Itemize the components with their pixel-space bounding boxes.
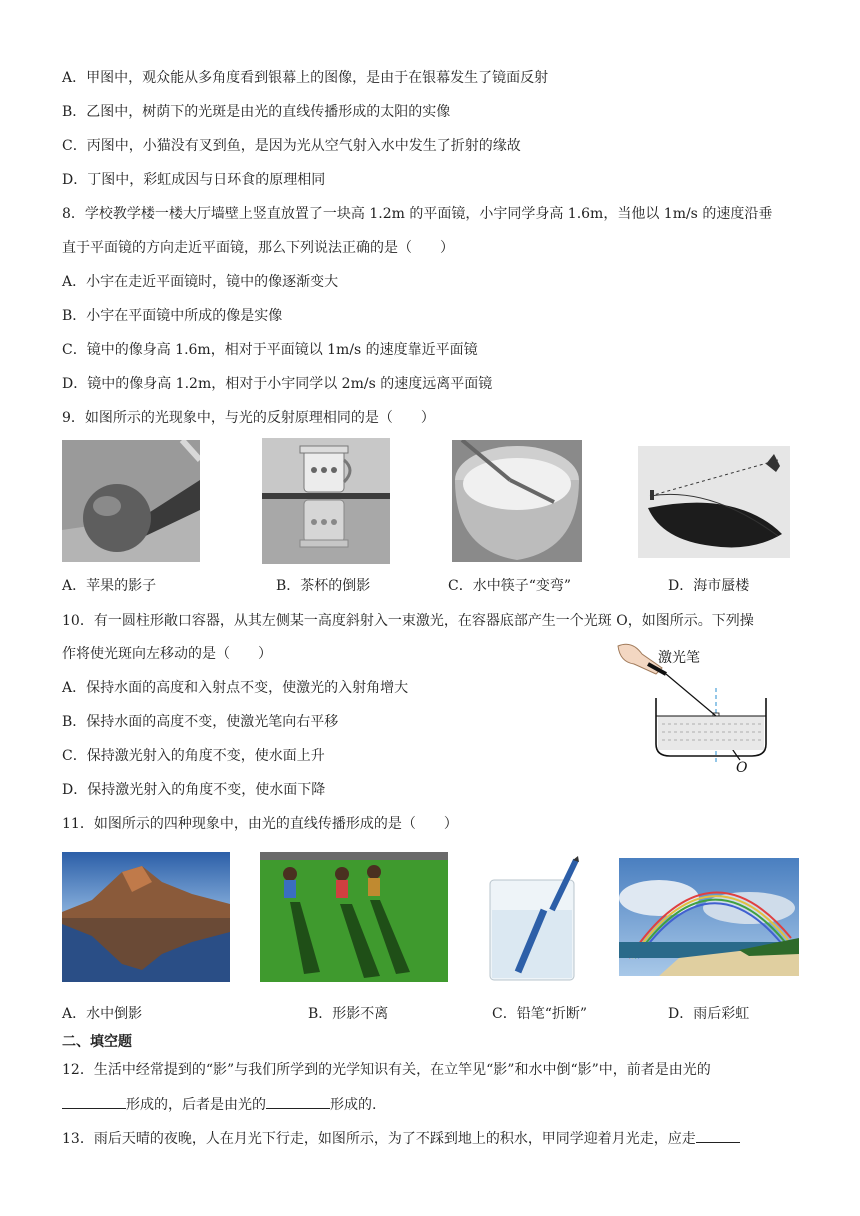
- q12-blank-2[interactable]: [266, 1094, 330, 1109]
- q8-option-d: D．镜中的像身高 1.2m，相对于小宇同学以 2m/s 的速度远离平面镜: [62, 376, 493, 392]
- q7-option-d: D．丁图中，彩虹成因与日环食的原理相同: [62, 172, 326, 188]
- q8-option-a: A．小宇在走近平面镜时，镜中的像逐渐变大: [62, 274, 339, 290]
- q8-stem-line1: 8．学校教学楼一楼大厅墙壁上竖直放置了一块高 1.2m 的平面镜，小宇同学身高 1.6m，当他以 1m/s 的速度沿垂: [62, 206, 773, 222]
- q12-part-a: 形成的，后者是由光的: [126, 1097, 266, 1113]
- section-heading-fill-in: 二、填空题: [62, 1034, 132, 1050]
- laser-pen-label: 激光笔: [658, 650, 700, 666]
- q9-caption-b: B．茶杯的倒影: [276, 578, 371, 594]
- bent-chopstick-photo: [452, 440, 582, 562]
- q9-stem: 9．如图所示的光现象中，与光的反射原理相同的是（ ）: [62, 410, 435, 426]
- q11-caption-a: A．水中倒影: [62, 1006, 143, 1022]
- mirage-drawing: [638, 446, 790, 558]
- q10-option-d: D．保持激光射入的角度不变，使水面下降: [62, 782, 326, 798]
- q13-line1: [62, 1128, 740, 1149]
- q8-option-c: C．镜中的像身高 1.6m，相对于平面镜以 1m/s 的速度靠近平面镜: [62, 342, 478, 358]
- q12-blank-1[interactable]: [62, 1094, 126, 1109]
- laser-container-diagram: [612, 640, 782, 776]
- q7-option-b: B．乙图中，树荫下的光斑是由光的直线传播形成的太阳的实像: [62, 104, 451, 120]
- q10-stem-line1: 10．有一圆柱形敞口容器，从其左侧某一高度斜射入一束激光，在容器底部产生一个光斑 O，如图所示。下列操: [62, 613, 754, 629]
- q11-stem: 11．如图所示的四种现象中，由光的直线传播形成的是（ ）: [62, 816, 458, 832]
- q13-blank-1[interactable]: [696, 1128, 740, 1143]
- q8-option-b: B．小宇在平面镜中所成的像是实像: [62, 308, 283, 324]
- rainbow-photo: [619, 858, 799, 976]
- q7-option-c: C．丙图中，小猫没有叉到鱼，是因为光从空气射入水中发生了折射的缘故: [62, 138, 521, 154]
- q8-stem-line2: 直于平面镜的方向走近平面镜，那么下列说法正确的是（ ）: [62, 240, 454, 256]
- pencil-in-glass-photo: [480, 856, 590, 986]
- children-shadow-photo: [260, 852, 448, 982]
- q9-caption-d: D．海市蜃楼: [668, 578, 750, 594]
- q10-option-c: C．保持激光射入的角度不变，使水面上升: [62, 748, 325, 764]
- q11-caption-d: D．雨后彩虹: [668, 1006, 750, 1022]
- light-spot-label: O: [736, 760, 748, 776]
- q10-option-b: B．保持水面的高度不变，使激光笔向右平移: [62, 714, 339, 730]
- q11-caption-b: B．形影不离: [308, 1006, 389, 1022]
- q7-option-a: A．甲图中，观众能从多角度看到银幕上的图像，是由于在银幕发生了镜面反射: [62, 70, 549, 86]
- q13-text: 13．雨后天晴的夜晚，人在月光下行走，如图所示，为了不踩到地上的积水，甲同学迎着月光走，应走: [62, 1131, 696, 1147]
- q10-stem-line2: 作将使光斑向左移动的是（ ）: [62, 646, 272, 662]
- q10-option-a: A．保持水面的高度和入射点不变，使激光的入射角增大: [62, 680, 409, 696]
- teacup-reflection-photo: [262, 438, 390, 564]
- q12-line1: 12．生活中经常提到的“影”与我们所学到的光学知识有关，在立竿见“影”和水中倒“影”中，前者是由光的: [62, 1062, 711, 1078]
- apple-shadow-photo: [62, 440, 200, 562]
- q11-caption-c: C．铅笔“折断”: [492, 1006, 588, 1022]
- q12-part-b: 形成的.: [330, 1097, 377, 1113]
- q12-line2: [62, 1094, 376, 1115]
- mountain-reflection-photo: [62, 852, 230, 982]
- q9-caption-c: C．水中筷子“变弯”: [448, 578, 572, 594]
- q9-caption-a: A．苹果的影子: [62, 578, 157, 594]
